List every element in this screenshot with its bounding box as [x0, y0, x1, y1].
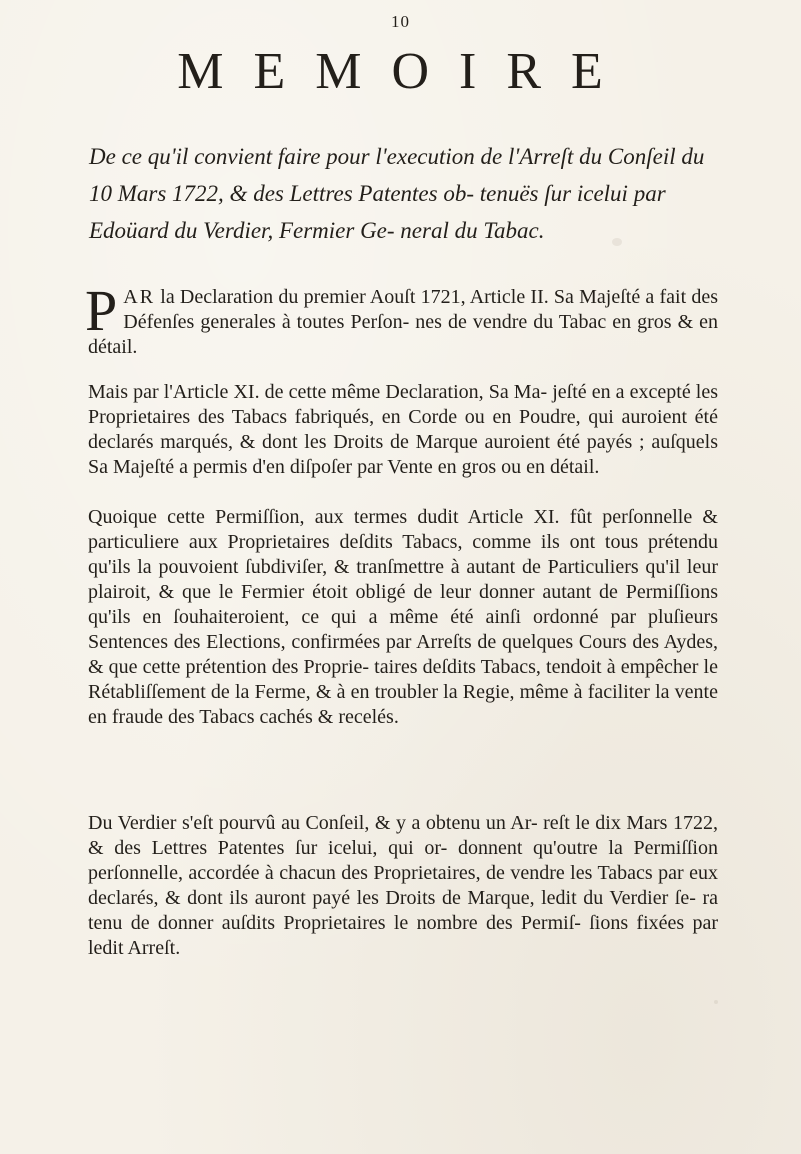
- page-title: MEMOIRE: [177, 43, 633, 100]
- paragraph-4: [88, 811, 718, 961]
- paragraph-text: Quoique cette Permiſſion, aux termes dudit Article XI. fût perſonnelle & particuliere aux Proprietaires deſdits Tabacs, comme ils ont tous prétendu qu'ils la pouvoient ſubdiviſer, & tranſmettre à autant de Particuliers qu'il leur plairoit, & que le Fermier étoit obligé de leur donner autant de Permiſſions qu'ils en ſouhaiteroient, ce qui a même été ainſi ordonné par pluſieurs Sentences des Elections, confirmées par Arreſts de quelques Cours des Aydes, & que cette prétention des Proprie- taires deſdits Tabacs, tendoit à empêcher le Rétabliſſement de la Ferme, & à en troubler la Regie, même à faciliter la vente en fraude des Tabacs cachés & recelés.: [88, 506, 718, 728]
- document-subtitle: De ce qu'il convient faire pour l'execution de l'Arreſt du Conſeil du 10 Mars 1722, & des Lettres Patentes ob- tenuës ſur icelui par Edoüard du Verdier, Fermier Ge- neral du Tabac.: [89, 144, 705, 243]
- paragraph-1: [85, 278, 718, 360]
- drop-cap-letter: P: [85, 278, 118, 343]
- paragraph-text: Mais par l'Article XI. de cette même Declaration, Sa Ma- jeſté en a excepté les Proprietaires des Tabacs fabriqués, en Corde ou en Poudre, qui auroient été declarés marqués, & dont les Droits de Marque auroient été payés ; auſquels Sa Majeſté a permis d'en diſpoſer par Vente en gros ou en détail.: [88, 381, 718, 478]
- paragraph-text: Du Verdier s'eſt pourvû au Conſeil, & y a obtenu un Ar- reſt le dix Mars 1722, & des Lettres Patentes ſur icelui, qui or- donnent qu'outre la Permiſſion perſonnelle, accordée à chacun des Proprietaires, de vendre les Tabacs par eux declarés, & dont ils auront payé les Droits de Marque, ledit du Verdier ſe- ra tenu de donner auſdits Proprietaires le nombre des Permiſ- ſions fixées par ledit Arreſt.: [88, 812, 718, 959]
- page-number: 10: [391, 12, 410, 31]
- paper-stain: [714, 1000, 718, 1004]
- paragraph-3: [88, 505, 718, 730]
- paragraph-lead-word: AR: [123, 286, 156, 308]
- paragraph-2: [88, 380, 718, 480]
- paragraph-text: la Declaration du premier Aouſt 1721, Article II. Sa Majeſté a fait des Défenſes generales à toutes Perſon- nes de vendre du Tabac en gros & en détail.: [88, 286, 718, 358]
